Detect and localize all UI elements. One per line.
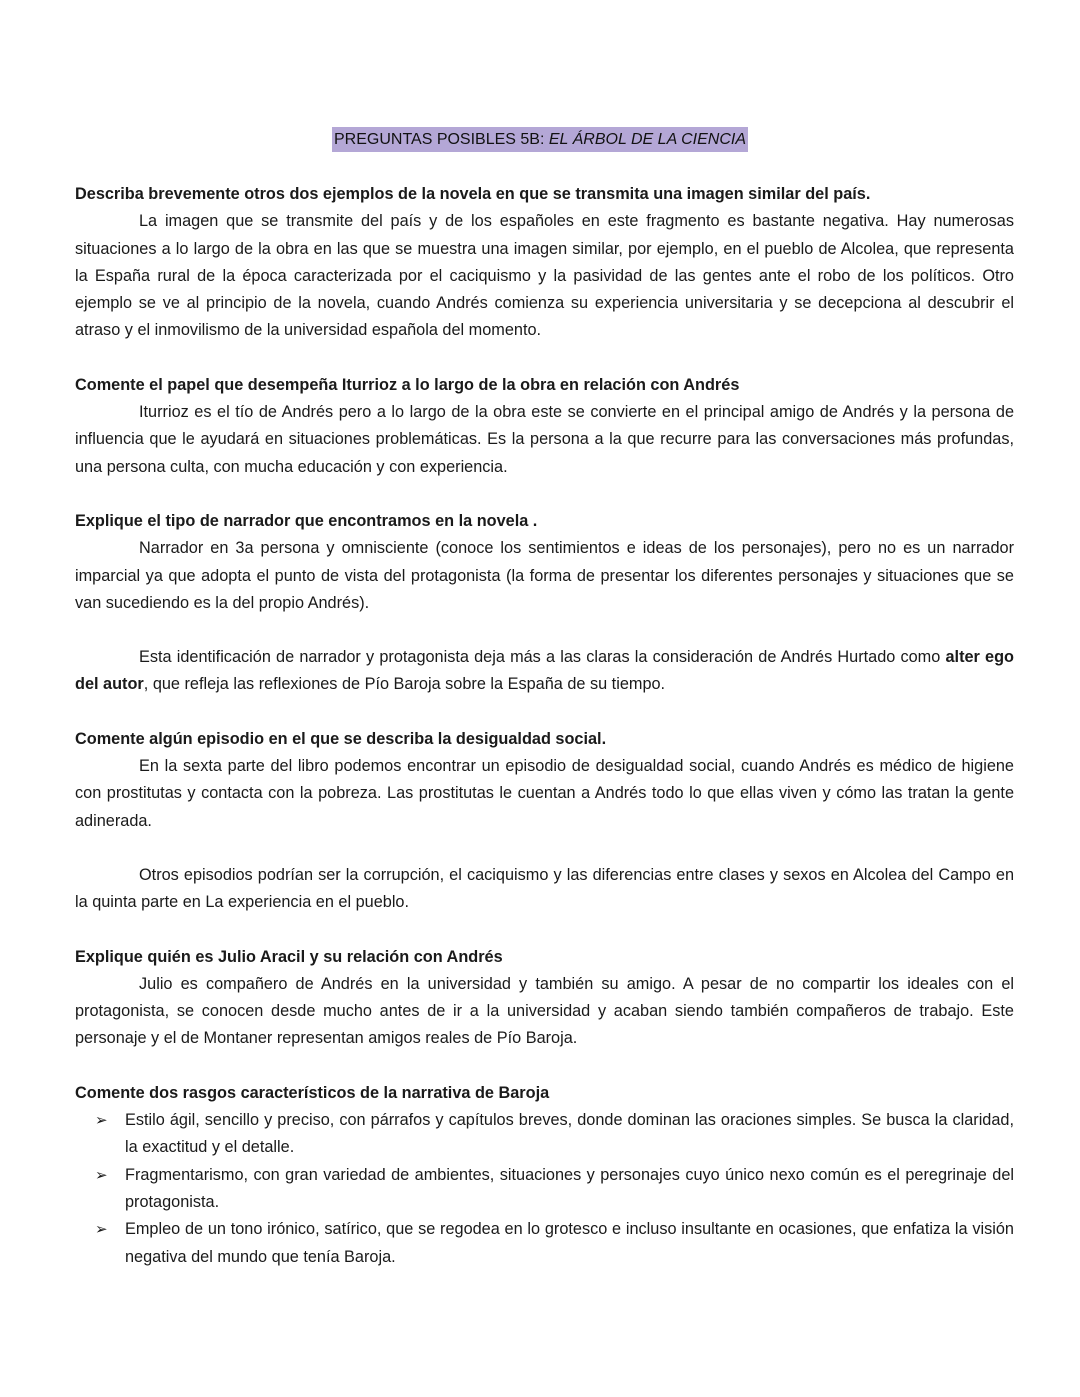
document-body: [75, 181, 1014, 1271]
bullet-list: [75, 1107, 1014, 1271]
answer-paragraph: La imagen que se transmite del país y de los españoles en este fragmento es bastante negativa. Hay numerosas situaciones a lo largo de la obra en las que se muestra una imagen similar, por ejemplo, en el pueblo de Alcolea, que representa la España rural de la época caracterizada por el caciquismo y la pasividad de las gentes ante el robo de los políticos. Otro ejemplo se ve al principio de la novela, cuando Andrés comienza su experiencia universitaria y se decepciona al descubrir el atraso y el inmovilismo de la universidad española del momento.: [75, 212, 1014, 340]
answer-paragraph: Julio es compañero de Andrés en la universidad y también su amigo. A pesar de no compartir los ideales con el protagonista, se conocen desde mucho antes de ir a la universidad y acaban siendo también compañeros de trabajo. Este personaje y el de Montaner representan amigos reales de Pío Baroja.: [75, 974, 1014, 1048]
question-heading: Explique el tipo de narrador que encontramos en la novela .: [75, 511, 538, 530]
list-item-text: Empleo de un tono irónico, satírico, que se regodea en lo grotesco e incluso insultante en ocasiones, que enfatiza la visión negativa del mundo que tenía Baroja.: [125, 1220, 1014, 1266]
answer-paragraph: [75, 644, 1014, 699]
list-item-text: Estilo ágil, sencillo y preciso, con párrafos y capítulos breves, donde dominan las oraciones simples. Se busca la claridad, la exactitud y el detalle.: [125, 1111, 1014, 1157]
title-prefix: PREGUNTAS POSIBLES 5B:: [333, 131, 549, 148]
question-heading: Comente algún episodio en el que se describa la desigualdad social.: [75, 729, 607, 748]
answer-paragraph: Otros episodios podrían ser la corrupción, el caciquismo y las diferencias entre clases y sexos en Alcolea del Campo en la quinta parte en La experiencia en el pueblo.: [75, 865, 1014, 912]
list-item-text: Fragmentarismo, con gran variedad de ambientes, situaciones y personajes cuyo único nexo común es el peregrinaje del protagonista.: [125, 1165, 1014, 1211]
answer-paragraph: Narrador en 3a persona y omnisciente (conoce los sentimientos e ideas de los personajes), pero no es un narrador imparcial ya que adopta el punto de vista del protagonista (la forma de presentar los diferentes personajes y situaciones que se van sucediendo es la del propio Andrés).: [75, 539, 1014, 612]
question-heading: Describa brevemente otros dos ejemplos de la novela en que se transmita una imagen similar del país.: [75, 185, 871, 203]
list-item: [75, 1216, 1014, 1271]
bold-phrase: alter ego del autor: [75, 648, 1014, 694]
arrow-bullet-icon: ➢: [95, 1220, 108, 1239]
question-heading: Comente dos rasgos característicos de la narrativa de Baroja: [75, 1083, 550, 1102]
question-heading: Explique quién es Julio Aracil y su relación con Andrés: [75, 947, 503, 966]
paragraph-text: Esta identificación de narrador y protagonista deja más a las claras la consideración de Andrés Hurtado como: [139, 648, 946, 667]
question-heading: Comente el papel que desempeña Iturrioz a lo largo de la obra en relación con Andrés: [75, 375, 740, 394]
title-row: [0, 126, 1080, 153]
answer-paragraph: Iturrioz es el tío de Andrés pero a lo largo de la obra este se convierte en el principal amigo de Andrés y la persona de influencia que le ayudará en situaciones problemáticas. Es la persona a la que recurre para las conversaciones más profundas, una persona culta, con mucha educación y con experiencia.: [75, 403, 1014, 476]
document-title: [332, 127, 748, 152]
list-item: [75, 1107, 1014, 1162]
list-item: [75, 1162, 1014, 1217]
arrow-bullet-icon: ➢: [95, 1165, 108, 1184]
paragraph-text: , que refleja las reflexiones de Pío Baroja sobre la España de su tiempo.: [143, 675, 666, 694]
answer-paragraph: En la sexta parte del libro podemos encontrar un episodio de desigualdad social, cuando Andrés es médico de higiene con prostitutas y contacta con la pobreza. Las prostitutas le cuentan a Andrés todo lo que ellas viven y cómo las tratan la gente adinerada.: [75, 757, 1014, 830]
arrow-bullet-icon: ➢: [95, 1111, 108, 1130]
title-book-name: EL ÁRBOL DE LA CIENCIA: [548, 131, 746, 148]
